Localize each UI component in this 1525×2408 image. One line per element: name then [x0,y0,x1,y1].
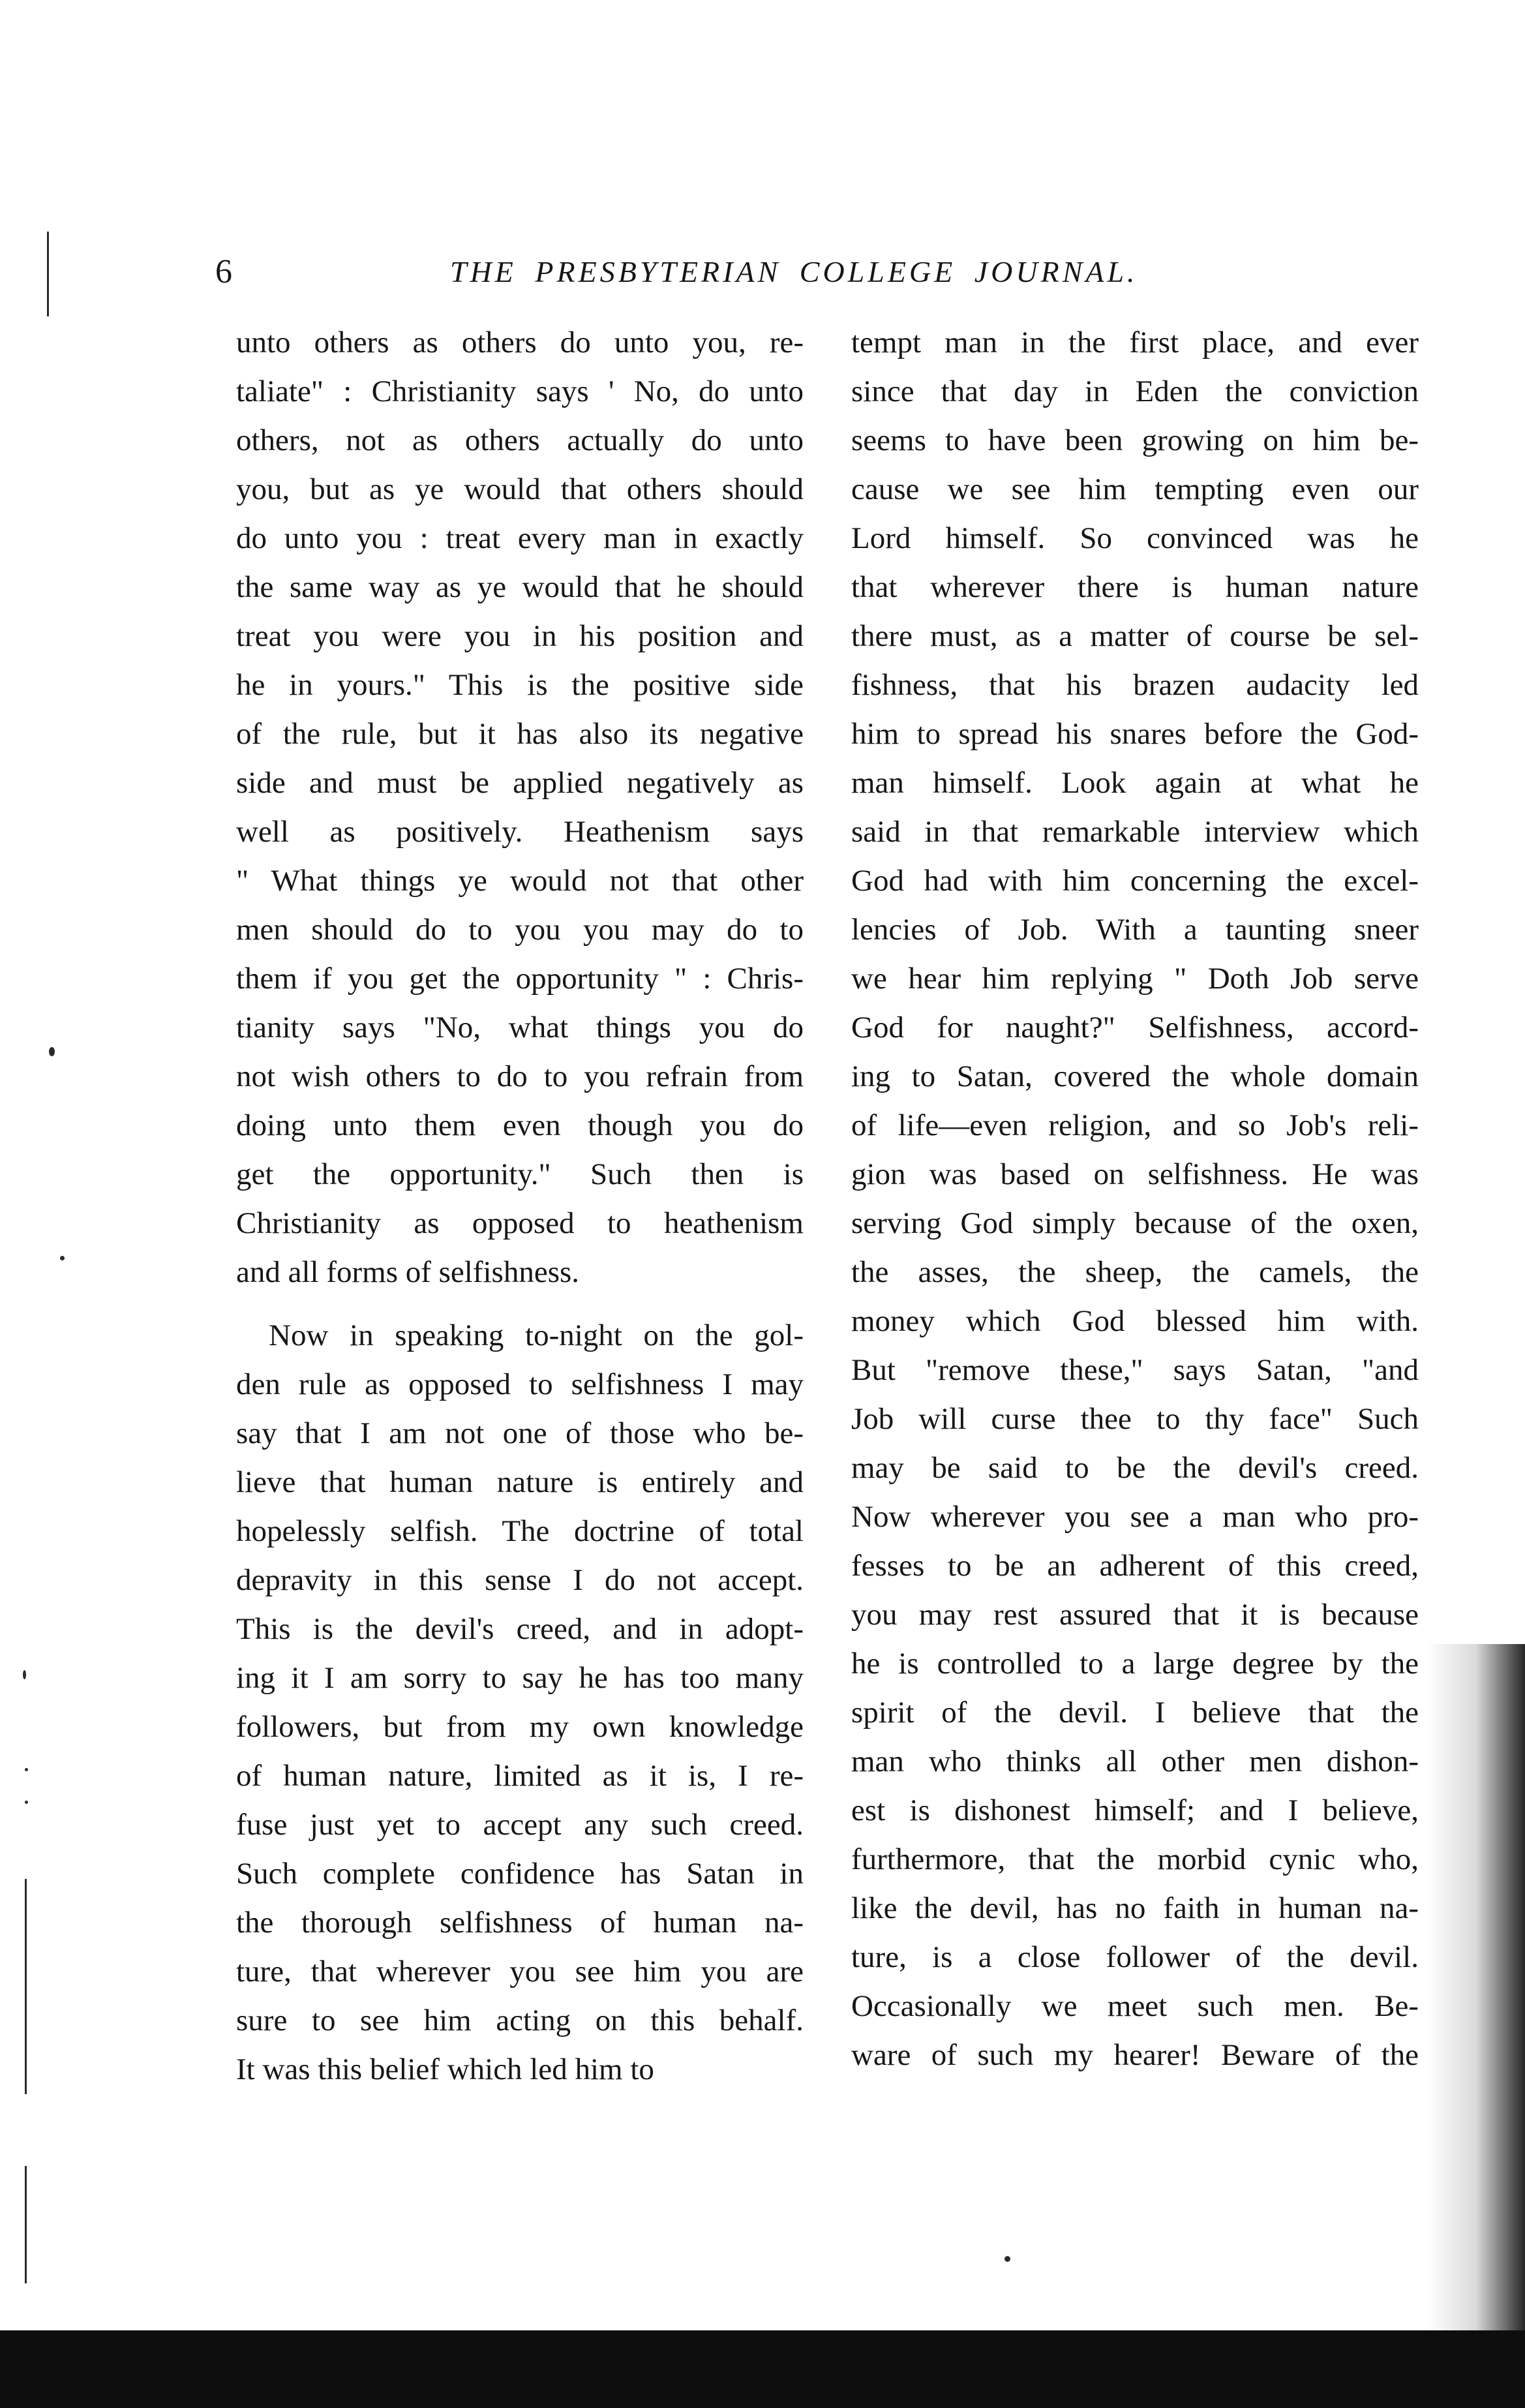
text-line: But "remove these," says Satan, "and [851,1353,1419,1387]
text-line: he is controlled to a large degree by the [851,1647,1419,1681]
text-line: followers, but from my own knowledge [236,1710,804,1744]
text-line: spirit of the devil. I believe that the [851,1696,1419,1730]
text-line: you, but as ye would that others should [236,472,804,506]
margin-speck [23,1670,26,1679]
text-line: Christianity as opposed to heathenism [236,1206,804,1240]
text-line: ing it I am sorry to say he has too many [236,1661,804,1695]
text-line: This is the devil's creed, and in adopt- [236,1612,804,1646]
text-line: we hear him replying " Doth Job serve [851,962,1419,996]
text-line: man who thinks all other men dishon- [851,1745,1419,1778]
text-line: Lord himself. So convinced was he [851,521,1419,555]
text-line: tianity says "No, what things you do [236,1011,804,1044]
text-line: of human nature, limited as it is, I re- [236,1759,804,1793]
margin-speck [25,1768,28,1771]
margin-rule-mark [25,2166,27,2283]
text-line: It was this belief which led him to [236,2052,654,2086]
text-line: there must, as a matter of course be sel- [851,619,1419,653]
text-line: say that I am not one of those who be- [236,1416,804,1450]
text-line: sure to see him acting on this behalf. [236,2004,804,2037]
text-line: tempt man in the first place, and ever [851,326,1419,359]
margin-speck [60,1256,65,1260]
text-line: like the devil, has no faith in human na- [851,1891,1419,1925]
text-line: get the opportunity." Such then is [236,1157,804,1191]
text-line: treat you were you in his position and [236,619,804,653]
text-line: God had with him concerning the excel- [851,864,1419,898]
text-line: do unto you : treat every man in exactly [236,521,804,555]
text-line: ware of such my hearer! Beware of the [851,2038,1419,2072]
text-line: Job will curse thee to thy face" Such [851,1402,1419,1436]
text-line: he in yours." This is the positive side [236,668,804,702]
text-line: may be said to be the devil's creed. [851,1451,1419,1485]
left-column [236,318,804,2094]
margin-rule-mark [47,232,49,316]
text-line: fuse just yet to accept any such creed. [236,1808,804,1842]
text-line: cause we see him tempting even our [851,472,1419,506]
text-line: ture, that wherever you see him you are [236,1955,804,1989]
text-line: taliate" : Christianity says ' No, do unto [236,374,804,408]
text-line: man himself. Look again at what he [851,766,1419,800]
text-line: furthermore, that the morbid cynic who, [851,1842,1419,1876]
margin-speck [49,1047,55,1056]
text-line: and all forms of selfishness. [236,1255,580,1289]
text-line: you may rest assured that it is because [851,1598,1419,1632]
text-line: serving God simply because of the oxen, [851,1206,1419,1240]
scan-bottom-border [0,2330,1525,2408]
text-line: est is dishonest himself; and I believe, [851,1793,1419,1827]
text-line: lieve that human nature is entirely and [236,1465,804,1499]
text-line: not wish others to do to you refrain from [236,1059,804,1093]
text-line: others, not as others actually do unto [236,423,804,457]
text-line: the asses, the sheep, the camels, the [851,1255,1419,1289]
text-line: the same way as ye would that he should [236,570,804,604]
text-line: that wherever there is human nature [851,570,1419,604]
text-line: men should do to you you may do to [236,913,804,947]
text-line: fesses to be an adherent of this creed, [851,1549,1419,1583]
text-line: money which God blessed him with. [851,1304,1419,1338]
margin-rule-mark [25,1879,27,2094]
text-line: ing to Satan, covered the whole domain [851,1059,1419,1093]
text-line: God for naught?" Selfishness, accord- [851,1011,1419,1044]
running-title: THE PRESBYTERIAN COLLEGE JOURNAL. [450,255,1138,288]
text-line: gion was based on selfishness. He was [851,1157,1419,1191]
text-line: den rule as opposed to selfishness I may [236,1367,804,1401]
text-line: depravity in this sense I do not accept. [236,1563,804,1597]
page-edge-shadow [1427,1644,1525,2336]
right-column [851,318,1419,2080]
text-line: well as positively. Heathenism says [236,815,804,849]
text-line: side and must be applied negatively as [236,766,804,800]
text-line: Now in speaking to-night on the gol- [269,1318,804,1352]
margin-speck [25,1801,28,1804]
margin-speck [1004,2256,1010,2262]
text-line: said in that remarkable interview which [851,815,1419,849]
page-header [215,249,1455,295]
text-line: Occasionally we meet such men. Be- [851,1989,1419,2023]
text-line: of the rule, but it has also its negative [236,717,804,751]
text-line: him to spread his snares before the God- [851,717,1419,751]
text-line: of life—even religion, and so Job's reli- [851,1108,1419,1142]
text-line: Now wherever you see a man who pro- [851,1500,1419,1534]
text-line: doing unto them even though you do [236,1108,804,1142]
text-line: Such complete confidence has Satan in [236,1857,804,1891]
text-line: ture, is a close follower of the devil. [851,1940,1419,1974]
page-number: 6 [215,253,232,290]
text-line: hopelessly selfish. The doctrine of total [236,1514,804,1548]
text-line: the thorough selfishness of human na- [236,1906,804,1940]
text-line: since that day in Eden the conviction [851,374,1419,408]
text-line: " What things ye would not that other [236,864,804,898]
text-line: unto others as others do unto you, re- [236,326,804,359]
text-line: fishness, that his brazen audacity led [851,668,1419,702]
text-line: them if you get the opportunity " : Chris- [236,962,804,996]
text-line: lencies of Job. With a taunting sneer [851,913,1419,947]
text-line: seems to have been growing on him be- [851,423,1419,457]
